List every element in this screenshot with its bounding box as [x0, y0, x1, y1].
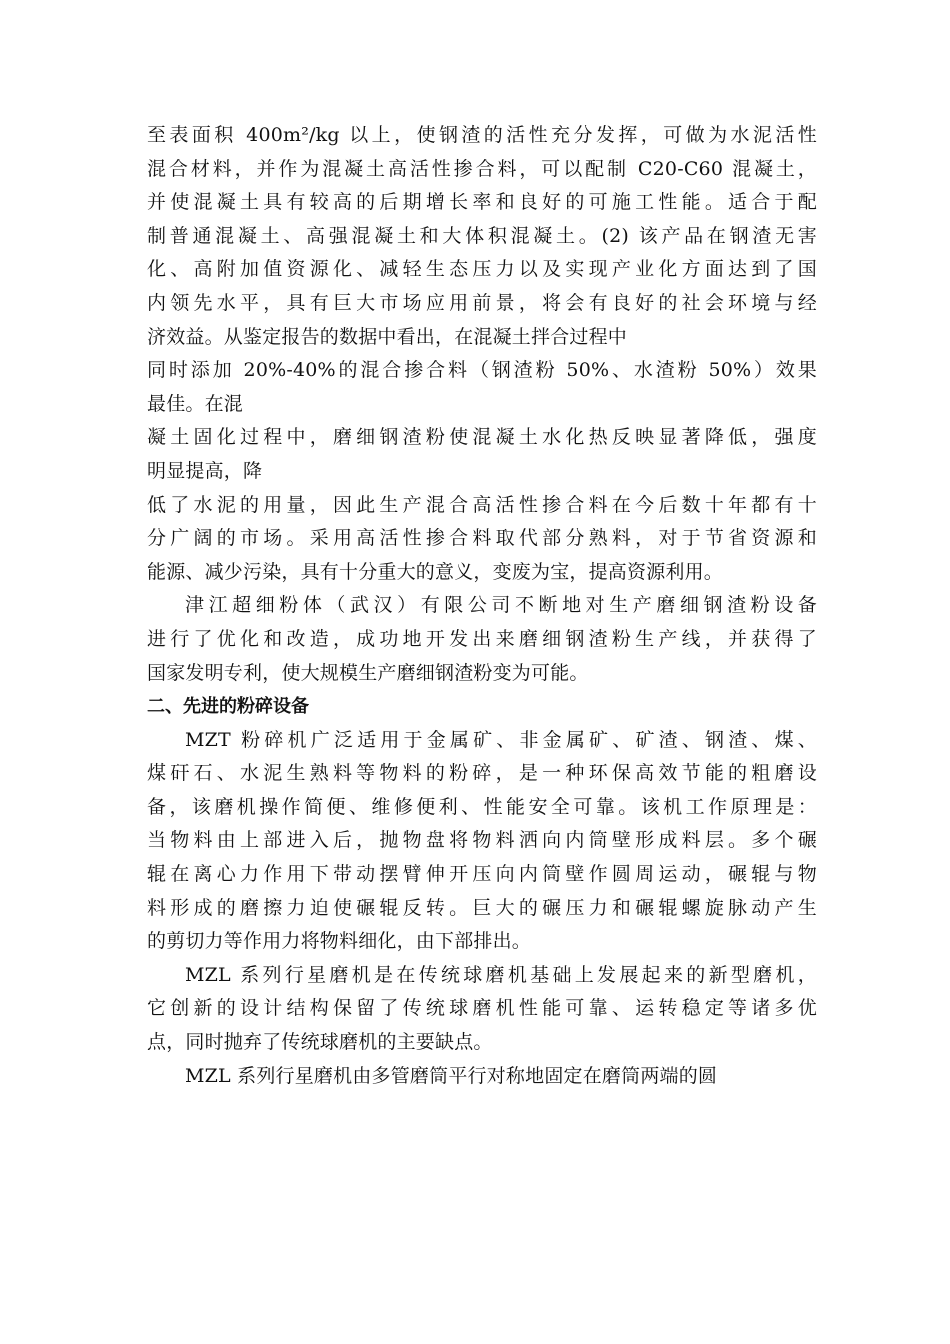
- paragraph-line: 明显提高，降: [147, 459, 263, 482]
- paragraph-line: MZL 系列行星磨机由多管磨筒平行对称地固定在磨筒两端的圆: [185, 1064, 718, 1087]
- paragraph-line: 进行了优化和改造，成功地开发出来磨细钢渣粉生产线，并获得了: [147, 627, 817, 650]
- paragraph-line: 混合材料，并作为混凝土高活性掺合料，可以配制 C20-C60 混凝土，: [147, 157, 817, 180]
- paragraph-line: 并使混凝土具有较高的后期增长率和良好的可施工性能。适合于配: [147, 191, 817, 214]
- paragraph-line: 济效益。从鉴定报告的数据中看出，在混凝土拌合过程中: [147, 325, 628, 348]
- paragraph-line: 当物料由上部进入后，抛物盘将物料洒向内筒壁形成料层。多个碾: [147, 829, 817, 852]
- paragraph-line: 至表面积 400m²/kg 以上，使钢渣的活性充分发挥，可做为水泥活性: [147, 124, 817, 146]
- paragraph-line: 辊在离心力作用下带动摆臂伸开压向内筒壁作圆周运动，碾辊与物: [147, 863, 817, 886]
- paragraph-line: 料形成的磨擦力迫使碾辊反转。巨大的碾压力和碾辊螺旋脉动产生: [147, 896, 817, 919]
- paragraph-line: 凝土固化过程中，磨细钢渣粉使混凝土水化热反映显著降低，强度: [147, 426, 817, 449]
- paragraph-line: MZL 系列行星磨机是在传统球磨机基础上发展起来的新型磨机，: [185, 963, 817, 986]
- paragraph-line: 煤矸石、水泥生熟料等物料的粉碎，是一种环保高效节能的粗磨设: [147, 762, 817, 785]
- paragraph-line: 最佳。在混: [147, 392, 244, 415]
- paragraph-line: 分广阔的市场。采用高活性掺合料取代部分熟料，对于节省资源和: [147, 527, 817, 550]
- paragraph-line: 化、高附加值资源化、减轻生态压力以及实现产业化方面达到了国: [147, 258, 817, 281]
- paragraph-line: MZT 粉碎机广泛适用于金属矿、非金属矿、矿渣、钢渣、煤、: [185, 728, 817, 751]
- paragraph-line: 国家发明专利，使大规模生产磨细钢渣粉变为可能。: [147, 661, 589, 684]
- paragraph-line: 能源、减少污染，具有十分重大的意义，变废为宝，提高资源利用。: [147, 560, 724, 583]
- paragraph-line: 点，同时抛弃了传统球磨机的主要缺点。: [147, 1031, 493, 1054]
- paragraph-line: 备，该磨机操作简便、维修便利、性能安全可靠。该机工作原理是：: [147, 795, 817, 818]
- paragraph-line: 制普通混凝土、高强混凝土和大体积混凝土。(2) 该产品在钢渣无害: [147, 224, 817, 247]
- paragraph-line: 的剪切力等作用力将物料细化，由下部排出。: [147, 930, 532, 953]
- paragraph-line: 内领先水平，具有巨大市场应用前景，将会有良好的社会环境与经: [147, 291, 817, 314]
- paragraph-line: 津江超细粉体（武汉）有限公司不断地对生产磨细钢渣粉设备: [185, 594, 817, 617]
- section-heading: 二、先进的粉碎设备: [147, 696, 309, 718]
- paragraph-line: 它创新的设计结构保留了传统球磨机性能可靠、运转稳定等诸多优: [147, 997, 817, 1020]
- document-body: [147, 119, 817, 1093]
- paragraph-line: 低了水泥的用量，因此生产混合高活性掺合料在今后数十年都有十: [147, 493, 817, 516]
- paragraph-line: 同时添加 20%-40%的混合掺合料（钢渣粉 50%、水渣粉 50%）效果: [147, 359, 817, 382]
